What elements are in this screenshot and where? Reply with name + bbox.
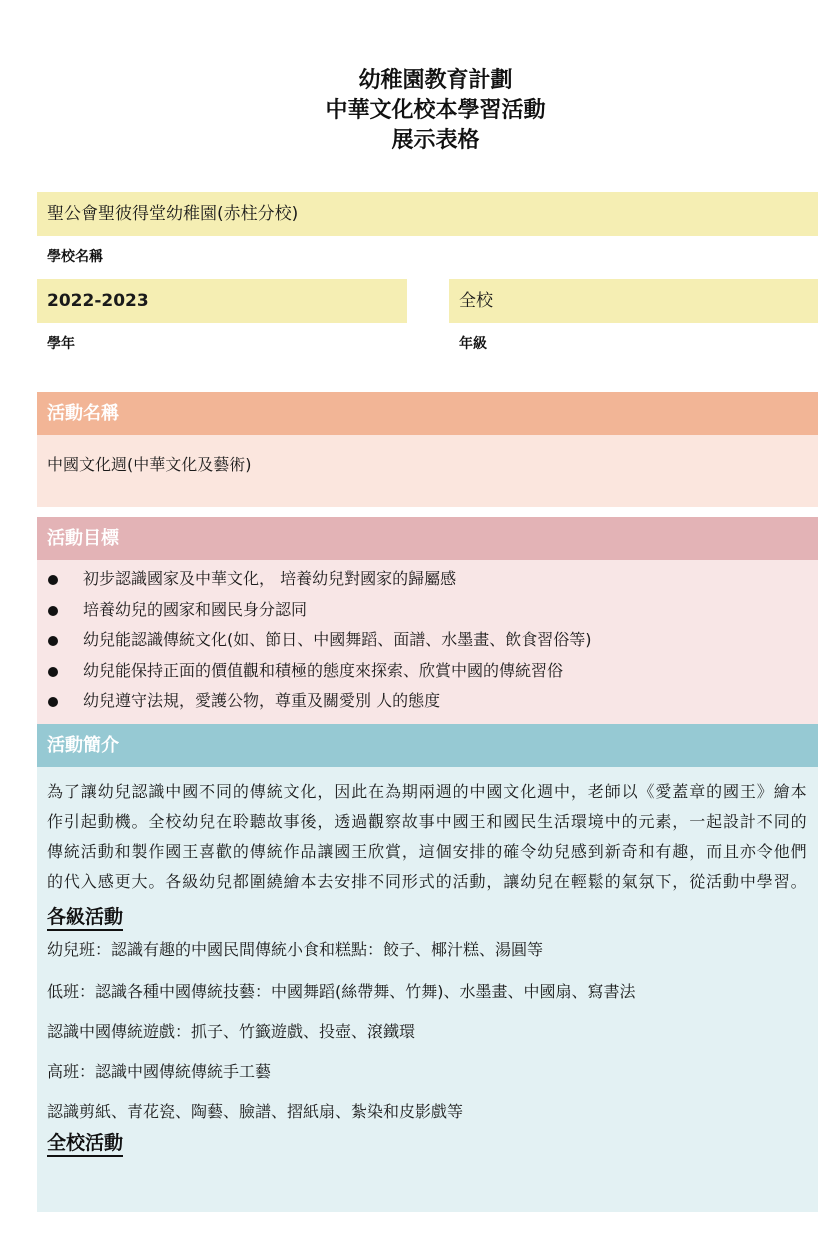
activity-name-value: 中國文化週(中華文化及藝術) [37, 435, 818, 507]
level-activity: 認識中國傳統遊戲：抓子、竹籤遊戲、投壺、滾鐵環 [47, 1022, 416, 1041]
school-activities-heading: 全校活動 [47, 1131, 123, 1157]
school-year-field: 2022-2023 [37, 279, 407, 323]
objective-text: 幼兒能保持正面的價值觀和積極的態度來探索、欣賞中國的傳統習俗 [83, 660, 564, 680]
title-line-2: 中華文化校本學習活動 [325, 98, 546, 123]
level-activity: 低班：認識各種中國傳統技藝：中國舞蹈(絲帶舞、竹舞)、水墨畫、中國扇、寫書法 [47, 982, 636, 1001]
summary-body [37, 767, 818, 1212]
objective-item [37, 625, 818, 656]
bullet-icon [48, 606, 58, 616]
school-name-label: 學校名稱 [47, 249, 103, 265]
objectives-heading: 活動目標 [37, 517, 818, 560]
school-name-field: 聖公會聖彼得堂幼稚園(赤柱分校) [37, 192, 818, 236]
objective-text: 幼兒能認識傳統文化(如、節日、中國舞蹈、面譜、水墨畫、飲食習俗等) [83, 630, 592, 650]
objectives-list [37, 560, 818, 724]
level-activity: 認識剪紙、青花瓷、陶藝、臉譜、摺紙扇、紮染和皮影戲等 [47, 1102, 464, 1121]
form-title [0, 66, 831, 156]
objective-item [37, 564, 818, 595]
level-activity: 幼兒班：認識有趣的中國民間傳統小食和糕點：餃子、椰汁糕、湯圓等 [47, 940, 544, 959]
objective-item [37, 686, 818, 717]
bullet-icon [48, 667, 58, 677]
objective-item [37, 595, 818, 626]
title-line-3: 展示表格 [391, 128, 480, 153]
title-line-1: 幼稚園教育計劃 [358, 68, 513, 93]
school-year-label: 學年 [47, 336, 75, 352]
levels-heading: 各級活動 [47, 905, 123, 931]
objective-item [37, 656, 818, 687]
grade-field: 全校 [449, 279, 818, 323]
level-activity: 高班：認識中國傳統傳統手工藝 [47, 1062, 272, 1081]
bullet-icon [48, 636, 58, 646]
objective-text: 培養幼兒的國家和國民身分認同 [83, 599, 308, 619]
bullet-icon [48, 697, 58, 707]
summary-paragraph: 為了讓幼兒認識中國不同的傳統文化，因此在為期兩週的中國文化週中，老師以《愛蓋章的國王》繪本作引起動機。全校幼兒在聆聽故事後，透過觀察故事中國王和國民生活環境中的元素，一起設計不同的傳統活動和製作國王喜歡的傳統作品讓國王欣賞，這個安排的確令幼兒感到新奇和有趣，而且亦令他們的代入感更大。各級幼兒都圍繞繪本去安排不同形式的活動，讓幼兒在輕鬆的氣氛下，從活動中學習。 [47, 782, 808, 891]
bullet-icon [48, 575, 58, 585]
activity-name-heading: 活動名稱 [37, 392, 818, 435]
objective-text: 初步認識國家及中華文化， 培養幼兒對國家的歸屬感 [83, 569, 457, 588]
grade-label: 年級 [459, 336, 487, 352]
summary-heading: 活動簡介 [37, 724, 818, 767]
objective-text: 幼兒遵守法規，愛護公物，尊重及關愛別 人的態度 [83, 691, 441, 711]
